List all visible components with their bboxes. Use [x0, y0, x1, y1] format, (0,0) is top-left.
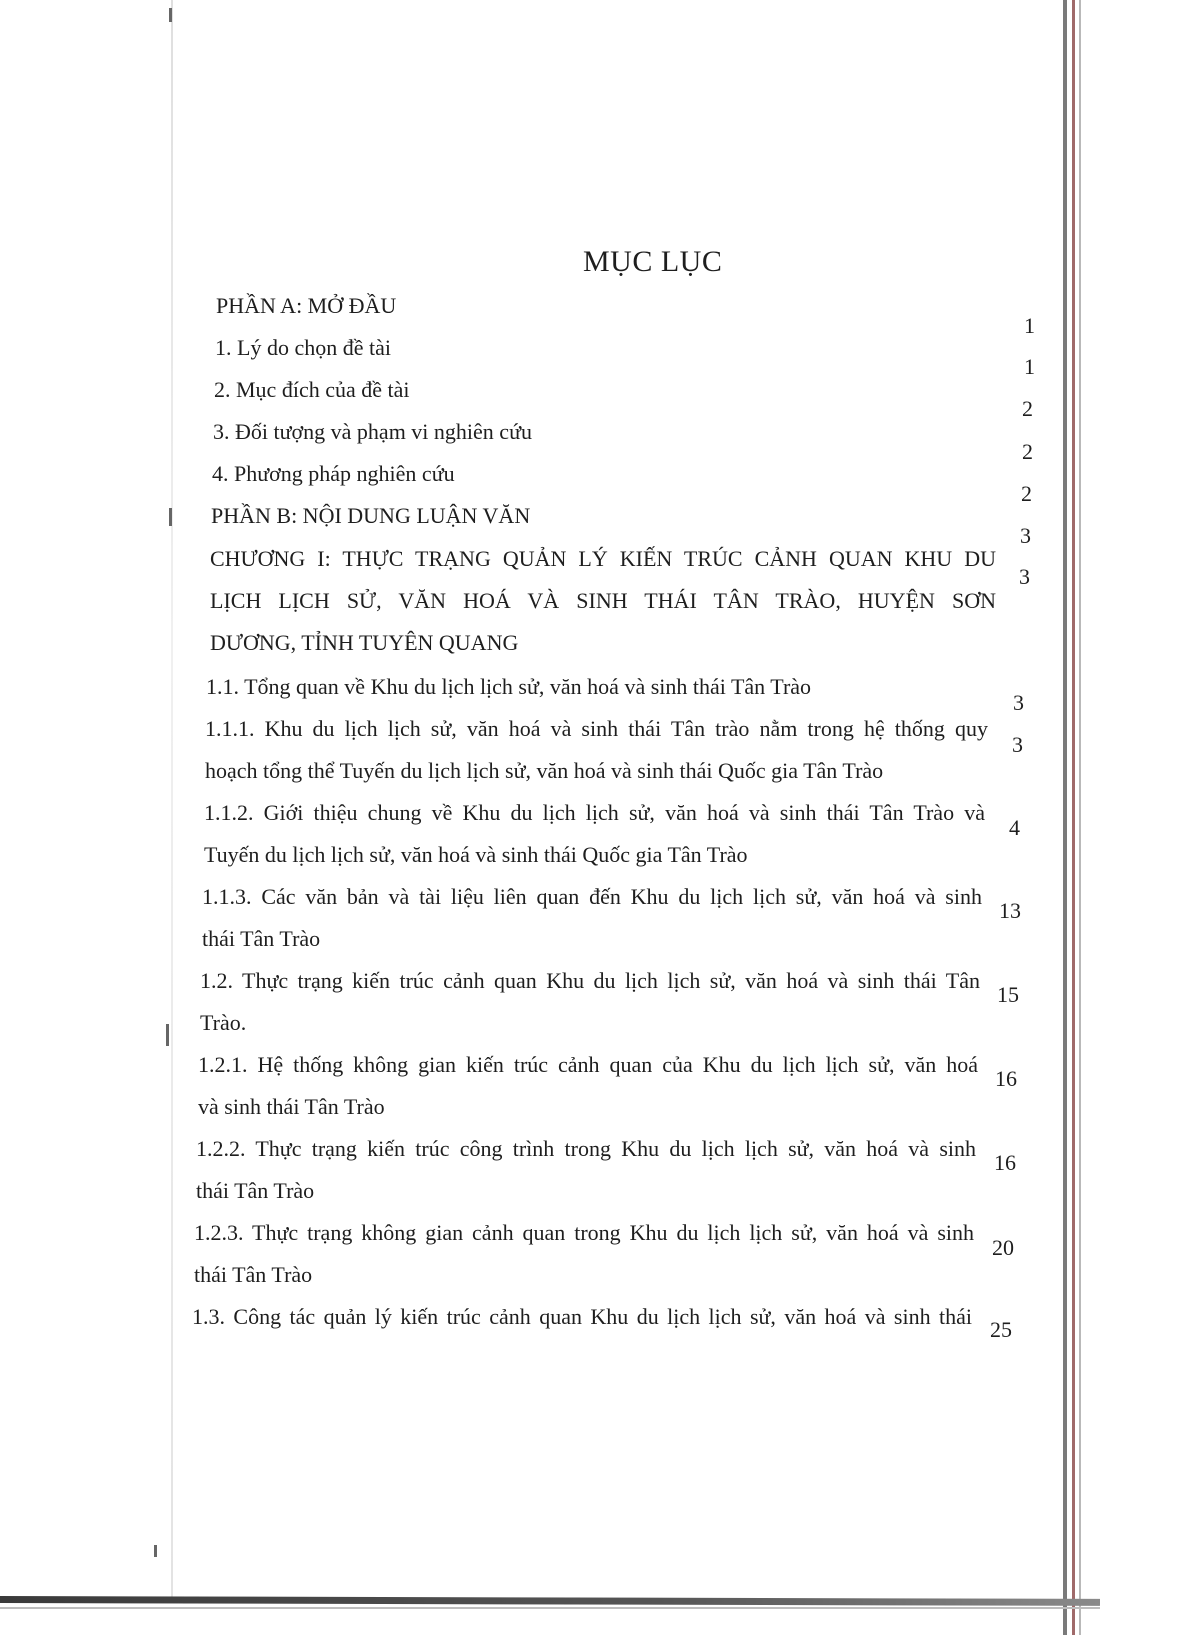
toc-page-number: 2 — [1022, 396, 1033, 421]
toc-page-number: 16 — [995, 1066, 1017, 1091]
toc-entry-line: thái Tân Trào — [194, 1262, 313, 1287]
toc-entry — [205, 708, 988, 792]
toc-entry — [200, 960, 980, 1044]
toc-page-number: 20 — [992, 1235, 1014, 1260]
toc-entry-text: PHẦN B: NỘI DUNG LUẬN VĂN — [211, 503, 531, 528]
toc-entry — [210, 538, 996, 664]
toc-entry — [198, 1044, 978, 1128]
toc-page-number: 4 — [1009, 815, 1020, 840]
toc-entry-line: thái Tân Trào — [196, 1178, 315, 1203]
toc-page-number: 3 — [1012, 732, 1023, 757]
toc-entry-text: 3. Đối tượng và phạm vi nghiên cứu — [213, 419, 532, 444]
toc-entry — [204, 792, 985, 876]
toc-entry — [213, 411, 532, 453]
toc-entry-text: 1.1. Tổng quan về Khu du lịch lịch sử, văn hoá và sinh thái Tân Trào — [206, 674, 812, 699]
toc-entry-text: 1. Lý do chọn đề tài — [215, 335, 391, 360]
toc-page-number: 3 — [1020, 523, 1031, 548]
toc-entry-line: 1.1.2. Giới thiệu chung về Khu du lịch lịch sử, văn hoá và sinh thái Tân Trào và — [204, 800, 985, 825]
toc-entry-line: và sinh thái Tân Trào — [198, 1094, 385, 1119]
toc-entry-text: 2. Mục đích của đề tài — [214, 377, 410, 402]
toc-entry-line: LỊCH LỊCH SỬ, VĂN HOÁ VÀ SINH THÁI TÂN TRÀO, HUYỆN SƠN — [210, 588, 996, 613]
toc-entry-line: Tuyến du lịch lịch sử, văn hoá và sinh thái Quốc gia Tân Trào — [204, 842, 748, 867]
toc-entry-line: DƯƠNG, TỈNH TUYÊN QUANG — [210, 630, 519, 655]
toc-entry — [215, 327, 391, 369]
toc-page-number: 2 — [1022, 439, 1033, 464]
toc-entry-text: 4. Phương pháp nghiên cứu — [212, 461, 455, 486]
toc-entry — [214, 369, 410, 411]
toc-entry-line: 1.2.2. Thực trạng kiến trúc công trình trong Khu du lịch lịch sử, văn hoá và sinh — [196, 1136, 976, 1161]
toc-page-number: 25 — [990, 1317, 1012, 1342]
toc-page-number: 3 — [1019, 564, 1030, 589]
toc-entry — [194, 1212, 974, 1296]
toc-entry — [192, 1296, 972, 1338]
toc-entry — [216, 285, 396, 327]
toc-entry-line: hoạch tổng thể Tuyến du lịch lịch sử, văn hoá và sinh thái Quốc gia Tân Trào — [205, 758, 884, 783]
toc-entry — [196, 1128, 976, 1212]
toc-entry — [212, 453, 455, 495]
toc-page-number: 15 — [997, 982, 1019, 1007]
toc-entry-line: Trào. — [200, 1010, 247, 1035]
toc-entry-line: thái Tân Trào — [202, 926, 321, 951]
toc-entry-line: 1.2.1. Hệ thống không gian kiến trúc cảnh quan của Khu du lịch lịch sử, văn hoá — [198, 1052, 978, 1077]
toc-entry-line: 1.3. Công tác quản lý kiến trúc cảnh quan Khu du lịch lịch sử, văn hoá và sinh thái — [192, 1304, 972, 1329]
toc-entry — [211, 495, 530, 537]
toc-page-number: 2 — [1021, 481, 1032, 506]
toc-page-number: 1 — [1024, 354, 1035, 379]
toc-page-number: 13 — [999, 898, 1021, 923]
toc-entry-line: 1.1.3. Các văn bản và tài liệu liên quan đến Khu du lịch lịch sử, văn hoá và sinh — [202, 884, 982, 909]
toc-entry-line: 1.1.1. Khu du lịch lịch sử, văn hoá và sinh thái Tân trào nằm trong hệ thống quy — [205, 716, 988, 741]
toc-entry — [206, 666, 811, 708]
toc-entry-line: 1.2. Thực trạng kiến trúc cảnh quan Khu du lịch lịch sử, văn hoá và sinh thái Tân — [200, 968, 980, 993]
toc-page-number: 3 — [1013, 690, 1024, 715]
toc-entry — [202, 876, 982, 960]
page-title: MỤC LỤC — [583, 245, 723, 278]
toc-page-number: 1 — [1024, 313, 1035, 338]
toc-page-number: 16 — [994, 1150, 1016, 1175]
toc-entry-line: 1.2.3. Thực trạng không gian cảnh quan trong Khu du lịch lịch sử, văn hoá và sinh — [194, 1220, 974, 1245]
toc-entry-text: PHẦN A: MỞ ĐẦU — [216, 293, 397, 318]
toc-entry-line: CHƯƠNG I: THỰC TRẠNG QUẢN LÝ KIẾN TRÚC CẢNH QUAN KHU DU — [210, 546, 996, 571]
